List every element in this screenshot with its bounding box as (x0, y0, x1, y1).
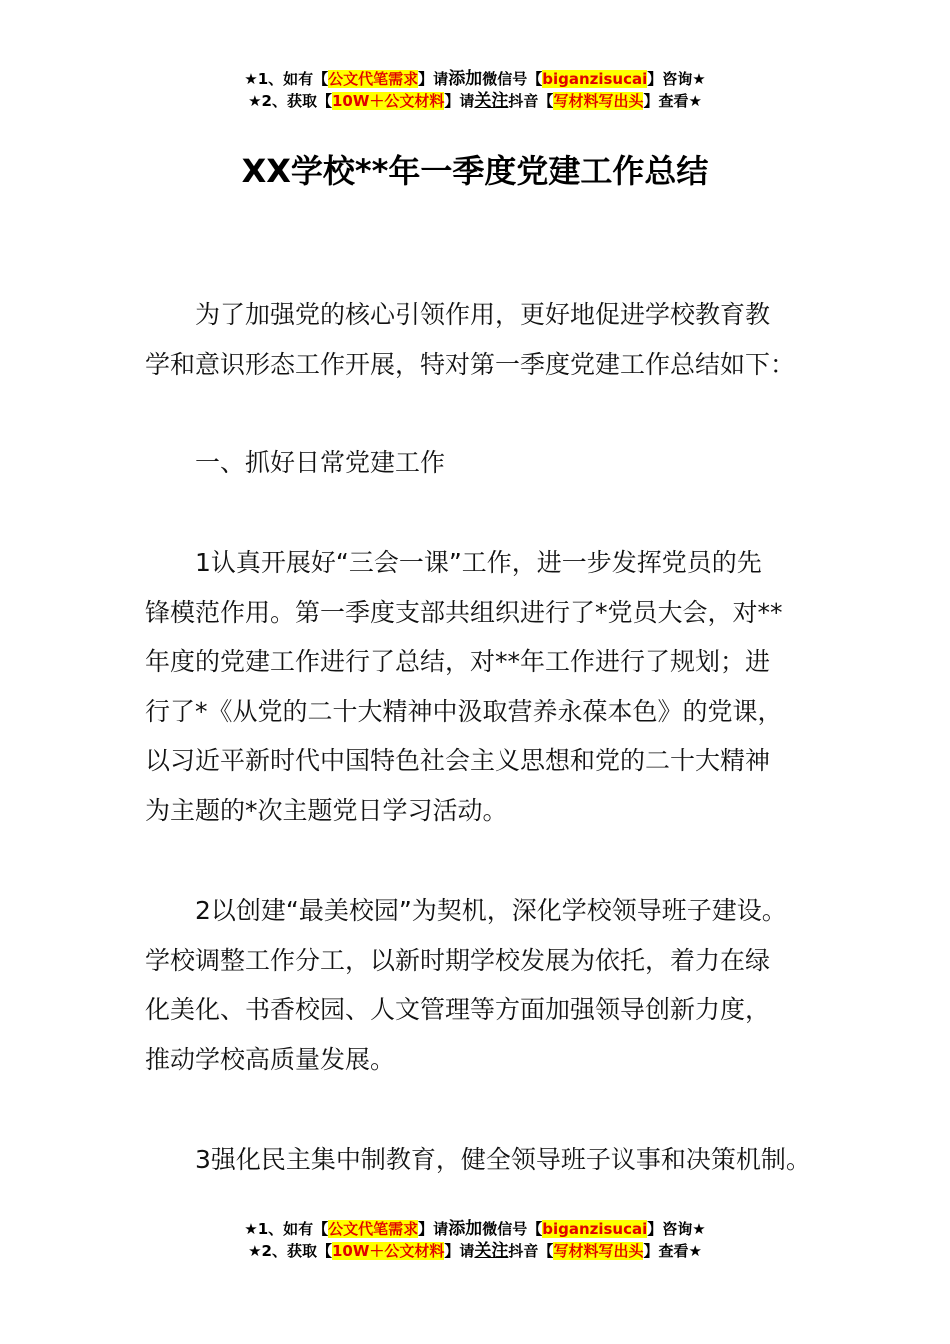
paragraph-line: 一、抓好日常党建工作 (195, 448, 446, 477)
banner-emphasis: 关注 (474, 1241, 509, 1261)
banner-text: ★1、如有【 (244, 1220, 329, 1238)
section-heading (145, 438, 825, 488)
banner-text: 】咨询★ (647, 70, 706, 88)
paragraph-line: 推动学校高质量发展。 (145, 1044, 396, 1074)
highlight-service: 公文代笔需求 (328, 70, 419, 88)
document-title: XX学校**年一季度党建工作总结 (241, 152, 709, 190)
paragraph-item-1 (145, 538, 825, 835)
highlight-douyin: 写材料写出头 (553, 92, 644, 110)
banner-line-2 (0, 1240, 950, 1262)
banner-text: 】请 (418, 1220, 449, 1238)
banner-text: ★2、获取【 (248, 92, 332, 110)
banner-text: 】请 (444, 92, 475, 110)
banner-text: 】请 (418, 70, 449, 88)
banner-text: 】查看★ (643, 1242, 702, 1260)
banner-text: 】咨询★ (647, 1220, 706, 1238)
banner-line-1 (0, 68, 950, 90)
paragraph-intro (145, 290, 825, 389)
paragraph-line: 行了*《从党的二十大精神中汲取营养永葆本色》的党课， (145, 696, 783, 726)
highlight-service: 公文代笔需求 (328, 1220, 419, 1238)
paragraph-line: 为了加强党的核心引领作用，更好地促进学校教育教 (195, 300, 771, 329)
paragraph-item-2 (145, 886, 825, 1084)
banner-line-1 (0, 1218, 950, 1240)
paragraph-line: 学和意识形态工作开展，特对第一季度党建工作总结如下： (145, 349, 796, 379)
banner-text: 】请 (444, 1242, 475, 1260)
paragraph-line: 1认真开展好“三会一课”工作，进一步发挥党员的先 (195, 548, 762, 577)
paragraph-line: 年度的党建工作进行了总结，对**年工作进行了规划；进 (145, 647, 771, 676)
paragraph-line: 学校调整工作分工，以新时期学校发展为依托，着力在绿 (145, 945, 771, 975)
top-banner (0, 68, 950, 112)
banner-emphasis: 添加 (448, 69, 483, 89)
paragraph-line: 以习近平新时代中国特色社会主义思想和党的二十大精神 (145, 746, 771, 775)
paragraph-line: 为主题的*次主题党日学习活动。 (145, 795, 508, 825)
banner-text: ★1、如有【 (244, 70, 329, 88)
banner-emphasis: 添加 (448, 1219, 483, 1239)
paragraph-item-3 (145, 1135, 825, 1185)
bottom-banner (0, 1218, 950, 1262)
paragraph-line: 3强化民主集中制教育，健全领导班子议事和决策机制。 (195, 1145, 811, 1174)
highlight-materials: 10W＋公文材料 (331, 1242, 445, 1260)
highlight-wechat-id: biganzisucai (542, 1220, 648, 1238)
paragraph-line: 化美化、书香校园、人文管理等方面加强领导创新力度， (145, 995, 771, 1024)
highlight-wechat-id: biganzisucai (542, 70, 648, 88)
highlight-douyin: 写材料写出头 (553, 1242, 644, 1260)
banner-text: 】查看★ (643, 92, 702, 110)
banner-text: ★2、获取【 (248, 1242, 332, 1260)
paragraph-line: 锋模范作用。第一季度支部共组织进行了*党员大会，对** (145, 597, 783, 627)
banner-line-2 (0, 90, 950, 112)
banner-text: 微信号【 (482, 70, 543, 88)
banner-text: 抖音【 (508, 92, 554, 110)
banner-text: 抖音【 (508, 1242, 554, 1260)
banner-text: 微信号【 (482, 1220, 543, 1238)
highlight-materials: 10W＋公文材料 (331, 92, 445, 110)
banner-emphasis: 关注 (474, 91, 509, 111)
paragraph-line: 2以创建“最美校园”为契机，深化学校领导班子建设。 (195, 896, 787, 925)
